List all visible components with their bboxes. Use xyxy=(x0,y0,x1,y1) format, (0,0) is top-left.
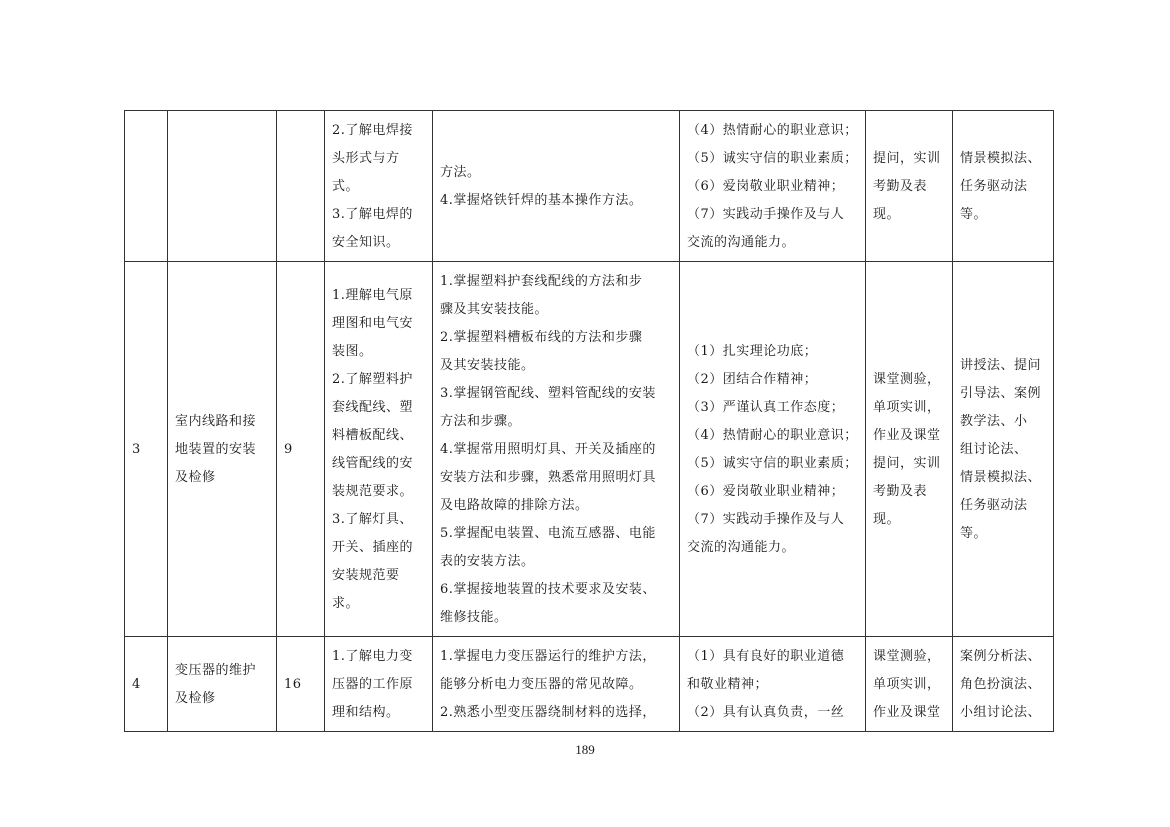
text-line: 能够分析电力变压器的常见故障。 xyxy=(440,677,643,692)
cell-assessment xyxy=(866,637,953,732)
cell-content xyxy=(168,111,277,262)
text-line: 4.掌握烙铁钎焊的基本操作方法。 xyxy=(440,193,643,208)
text-line: 3.掌握钢管配线、塑料管配线的安装 xyxy=(440,386,656,401)
cell-skills xyxy=(433,111,680,262)
text-line: 求。 xyxy=(332,596,360,611)
text-line: 安全知识。 xyxy=(332,235,400,250)
text-line: 考勤及表 xyxy=(873,179,928,194)
text-line: 骤及其安装技能。 xyxy=(440,302,549,317)
cell-quality xyxy=(680,262,866,637)
text-line: 角色扮演法、 xyxy=(960,677,1042,692)
text-line: （2）团结合作精神； xyxy=(687,372,818,387)
cell-methods xyxy=(953,262,1054,637)
text-line: （1）具有良好的职业道德 xyxy=(687,649,845,664)
cell-number xyxy=(125,111,168,262)
text-line: 现。 xyxy=(873,512,901,527)
cell-hours: 9 xyxy=(277,262,325,637)
text-line: 表的安装方法。 xyxy=(440,554,535,569)
text-line: （4）热情耐心的职业意识； xyxy=(687,428,858,443)
text-line: 1.掌握塑料护套线配线的方法和步 xyxy=(440,274,643,289)
text-line: 交流的沟通能力。 xyxy=(687,235,796,250)
text-line: 及其安装技能。 xyxy=(440,358,535,373)
text-line: 料槽板配线、 xyxy=(332,428,414,443)
cell-content xyxy=(168,262,277,637)
cell-hours xyxy=(277,111,325,262)
text-line: 压器的工作原 xyxy=(332,677,414,692)
text-line: 考勤及表 xyxy=(873,484,928,499)
text-line: （5）诚实守信的职业素质； xyxy=(687,151,858,166)
text-line: 4.掌握常用照明灯具、开关及插座的 xyxy=(440,442,656,457)
text-line: 及检修 xyxy=(175,691,216,706)
cell-hours: 16 xyxy=(277,637,325,732)
cell-assessment xyxy=(866,111,953,262)
text-line: 2.熟悉小型变压器绕制材料的选择， xyxy=(440,705,656,720)
table-row xyxy=(125,111,1054,262)
text-line: 引导法、案例 xyxy=(960,386,1042,401)
cell-quality xyxy=(680,111,866,262)
text-line: （7）实践动手操作及与人 xyxy=(687,207,845,222)
text-line: 地装置的安装 xyxy=(175,442,257,457)
text-line: 讲授法、提问 xyxy=(960,358,1042,373)
text-line: （4）热情耐心的职业意识； xyxy=(687,123,858,138)
text-line: 课堂测验， xyxy=(873,372,941,387)
page-number: 189 xyxy=(575,742,595,757)
text-line: 装图。 xyxy=(332,344,373,359)
table-row xyxy=(125,262,1054,637)
text-line: （7）实践动手操作及与人 xyxy=(687,512,845,527)
cell-knowledge xyxy=(325,111,433,262)
text-line: 1.了解电力变 xyxy=(332,649,413,664)
text-line: 单项实训， xyxy=(873,400,941,415)
text-line: 2.了解电焊接 xyxy=(332,123,413,138)
text-line: 1.掌握电力变压器运行的维护方法， xyxy=(440,649,656,664)
text-line: 现。 xyxy=(873,207,901,222)
text-line: 和敬业精神； xyxy=(687,677,769,692)
text-line: 式。 xyxy=(332,179,360,194)
cell-methods xyxy=(953,637,1054,732)
text-line: 方法。 xyxy=(440,165,481,180)
text-line: （2）具有认真负责，一丝 xyxy=(687,705,845,720)
text-line: 小组讨论法、 xyxy=(960,705,1042,720)
text-line: 等。 xyxy=(960,207,988,222)
text-line: 提问，实训 xyxy=(873,151,941,166)
cell-skills xyxy=(433,262,680,637)
text-line: 理图和电气安 xyxy=(332,316,414,331)
text-line: 作业及课堂 xyxy=(873,428,941,443)
text-line: 套线配线、塑 xyxy=(332,400,414,415)
text-line: 6.掌握接地装置的技术要求及安装、 xyxy=(440,582,656,597)
text-line: 情景模拟法、 xyxy=(960,151,1042,166)
text-line: 装规范要求。 xyxy=(332,484,414,499)
text-line: 3.了解电焊的 xyxy=(332,207,413,222)
text-line: （3）严谨认真工作态度； xyxy=(687,400,845,415)
text-line: 单项实训， xyxy=(873,677,941,692)
text-line: 教学法、小 xyxy=(960,414,1028,429)
cell-number: 3 xyxy=(125,262,168,637)
text-line: 开关、插座的 xyxy=(332,540,414,555)
text-line: 方法和步骤。 xyxy=(440,414,522,429)
text-line: 理和结构。 xyxy=(332,705,400,720)
text-line: 课堂测验， xyxy=(873,649,941,664)
text-line: 等。 xyxy=(960,526,988,541)
cell-assessment xyxy=(866,262,953,637)
text-line: 2.掌握塑料槽板布线的方法和步骤 xyxy=(440,330,643,345)
text-line: 情景模拟法、 xyxy=(960,470,1042,485)
text-line: 头形式与方 xyxy=(332,151,400,166)
cell-skills xyxy=(433,637,680,732)
course-table xyxy=(124,110,1054,732)
cell-knowledge xyxy=(325,262,433,637)
text-line: 作业及课堂 xyxy=(873,705,941,720)
text-line: （1）扎实理论功底； xyxy=(687,344,818,359)
text-line: 任务驱动法 xyxy=(960,179,1028,194)
text-line: 及检修 xyxy=(175,470,216,485)
cell-methods xyxy=(953,111,1054,262)
text-line: （6）爱岗敬业职业精神； xyxy=(687,179,845,194)
text-line: 室内线路和接 xyxy=(175,414,257,429)
text-line: 1.理解电气原 xyxy=(332,288,413,303)
text-line: 交流的沟通能力。 xyxy=(687,540,796,555)
text-line: 2.了解塑料护 xyxy=(332,372,413,387)
text-line: 案例分析法、 xyxy=(960,649,1042,664)
text-line: （6）爱岗敬业职业精神； xyxy=(687,484,845,499)
cell-number: 4 xyxy=(125,637,168,732)
text-line: 安装方法和步骤，熟悉常用照明灯具 xyxy=(440,470,657,485)
text-line: 安装规范要 xyxy=(332,568,400,583)
text-line: 维修技能。 xyxy=(440,610,508,625)
text-line: 及电路故障的排除方法。 xyxy=(440,498,589,513)
text-line: 组讨论法、 xyxy=(960,442,1028,457)
text-line: 变压器的维护 xyxy=(175,663,257,678)
cell-knowledge xyxy=(325,637,433,732)
cell-content xyxy=(168,637,277,732)
text-line: 任务驱动法 xyxy=(960,498,1028,513)
text-line: 3.了解灯具、 xyxy=(332,512,413,527)
text-line: （5）诚实守信的职业素质； xyxy=(687,456,858,471)
cell-quality xyxy=(680,637,866,732)
text-line: 提问，实训 xyxy=(873,456,941,471)
table-row xyxy=(125,637,1054,732)
text-line: 线管配线的安 xyxy=(332,456,414,471)
text-line: 5.掌握配电装置、电流互感器、电能 xyxy=(440,526,656,541)
